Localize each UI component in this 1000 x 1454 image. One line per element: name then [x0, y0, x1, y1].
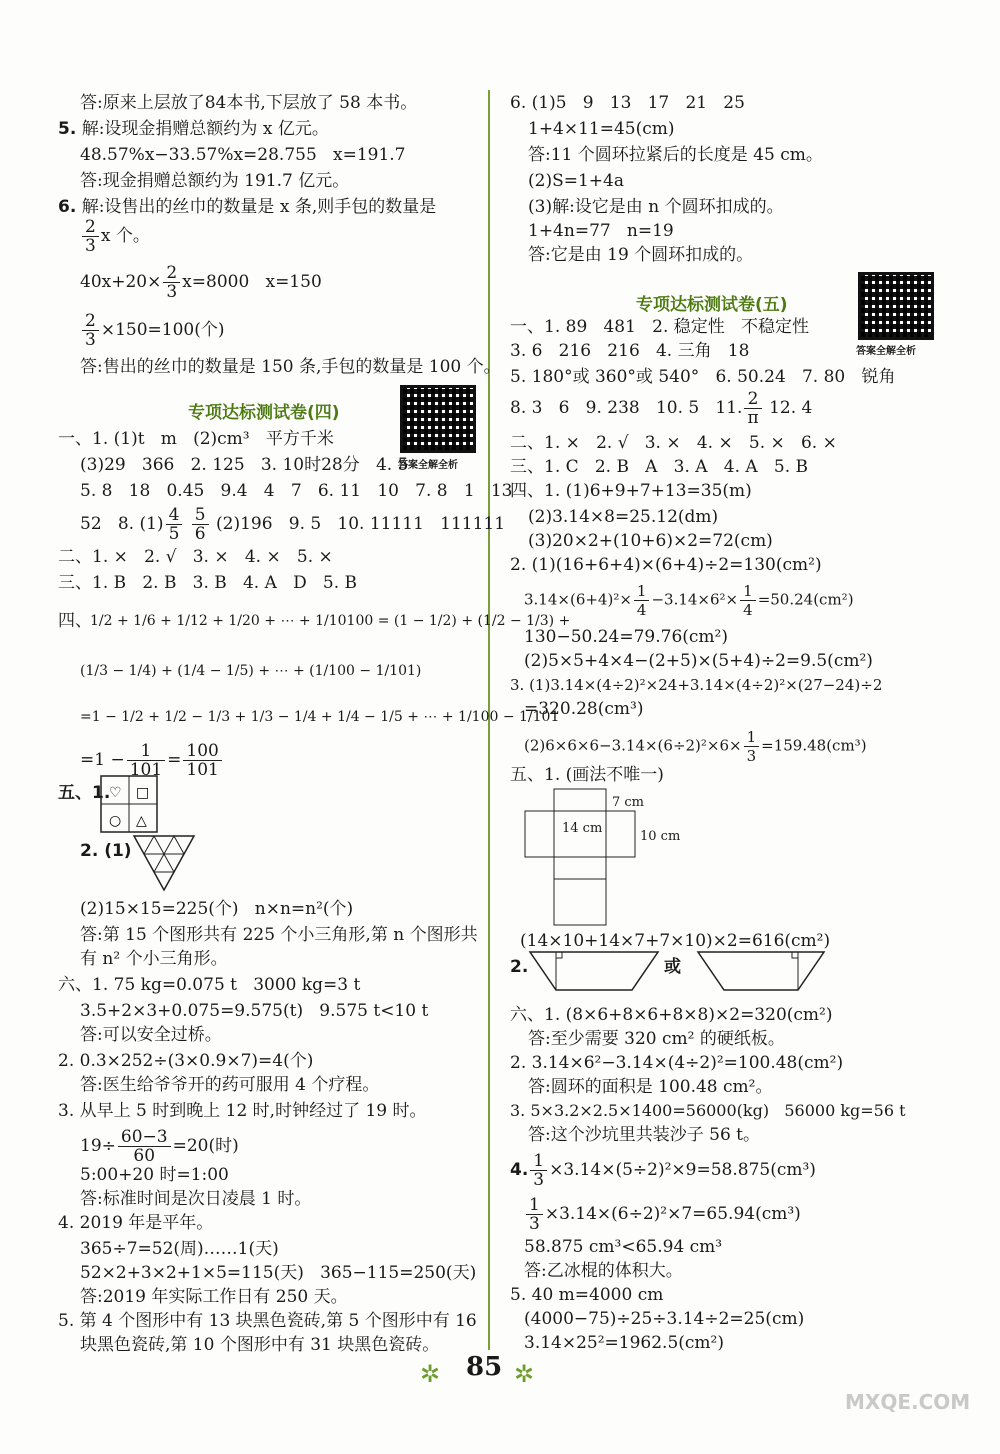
- answer-line: 3. 从早上 5 时到晚上 12 时,时钟经过了 19 时。: [58, 1101, 427, 1121]
- answer-line: $\frac{1}{3}$ ×3.14×(6÷2)²×7=65.94(cm³): [524, 1196, 801, 1233]
- answer-line: (2)3.14×8=25.12(dm): [528, 507, 719, 527]
- answer-line: 8. 3 6 9. 238 10. 5 11. $\frac{2}{\pi}$ 12. 4: [510, 389, 813, 428]
- net-label: 10 cm: [640, 829, 681, 844]
- answer-line: 有 n² 个小三角形。: [80, 949, 228, 969]
- answer-line: 三、1. B 2. B 3. B 4. A D 5. B: [58, 573, 358, 593]
- equation-line: =1 − $\frac{1}{101}$ = $\frac{100}{101}$: [80, 742, 224, 779]
- palm-decoration-icon: ✲: [420, 1360, 441, 1388]
- answer-line: 答:11 个圆环拉紧后的长度是 45 cm。: [528, 145, 823, 165]
- answer-line: 5. 8 18 0.45 9.4 4 7 6. 11 10 7. 8 1 13: [80, 481, 513, 501]
- answer-line: 4. $\frac{1}{3}$ ×3.14×(5÷2)²×9=58.875(cm³): [510, 1151, 816, 1190]
- answer-line: 2. (1): [80, 841, 132, 861]
- net-label: 14 cm: [562, 821, 603, 836]
- cuboid-net: [524, 788, 684, 928]
- answer-line: 四、1. (1)6+9+7+13=35(m): [510, 481, 752, 501]
- answer-line: 2.: [510, 957, 529, 977]
- answer-line: 40x+20× $\frac{2}{3}$ x=8000 x=150: [80, 263, 322, 302]
- answer-line: 答:这个沙坑里共装沙子 56 t。: [528, 1125, 760, 1145]
- answer-line: 答:它是由 19 个圆环扣成的。: [528, 245, 754, 265]
- net-label: 7 cm: [612, 795, 645, 810]
- heart-icon: ♡: [109, 785, 122, 801]
- answer-line: $\frac{2}{3}$ ×150=100(个): [80, 312, 224, 349]
- answer-line: 五、1. (画法不唯一): [510, 765, 664, 785]
- triangle-icon: △: [136, 813, 147, 829]
- answer-line: 3. 6 216 216 4. 三角 18: [510, 341, 750, 361]
- answer-line: 5. 40 m=4000 cm: [510, 1285, 664, 1305]
- answer-line: 2. 0.3×252÷(3×0.9×7)=4(个): [58, 1051, 314, 1071]
- answer-line: 48.57%x−33.57%x=28.755 x=191.7: [80, 145, 406, 165]
- answer-line: 2. (1)(16+6+4)×(6+4)÷2=130(cm²): [510, 555, 822, 575]
- palm-decoration-icon: ✲: [514, 1360, 535, 1388]
- answer-line: 4. 2019 年是平年。: [58, 1213, 214, 1233]
- equation-line: 1/2 + 1/6 + 1/12 + 1/20 + ⋯ + 1/10100 = (1 − 1/2) + (1/2 − 1/3) +: [90, 613, 571, 629]
- circle-icon: ○: [109, 813, 122, 829]
- answer-line: 答:可以安全过桥。: [80, 1025, 222, 1045]
- answer-line: 答:第 15 个图形共有 225 个小三角形,第 n 个图形共: [80, 925, 478, 945]
- answer-line: 答:至少需要 320 cm² 的硬纸板。: [528, 1029, 785, 1049]
- answer-line: (2)6×6×6−3.14×(6÷2)²×6× $\frac{1}{3}$ =159.48(cm³): [524, 728, 867, 765]
- answer-line: 3.14×25²=1962.5(cm²): [524, 1333, 724, 1353]
- answer-line: 一、1. 89 481 2. 稳定性 不稳定性: [510, 317, 809, 337]
- answer-line: 答:圆环的面积是 100.48 cm²。: [528, 1077, 773, 1097]
- answer-line: 三、1. C 2. B A 3. A 4. A 5. B: [510, 457, 808, 477]
- answer-line: 答:2019 年实际工作日有 250 天。: [80, 1287, 348, 1307]
- equation-line: (1/3 − 1/4) + (1/4 − 1/5) + ⋯ + (1/100 − 1/101): [80, 663, 422, 679]
- answer-line: 5. 180°或 360°或 540° 6. 50.24 7. 80 锐角: [510, 367, 896, 387]
- answer-line: 六、1. (8×6+8×6+8×8)×2=320(cm²): [510, 1005, 833, 1025]
- answer-line: (4000−75)÷25÷3.14÷2=25(cm): [524, 1309, 805, 1329]
- answer-line: 3.5+2×3+0.075=9.575(t) 9.575 t<10 t: [80, 1001, 429, 1021]
- answer-line: 3.14×(6+4)²× $\frac{1}{4}$ −3.14×6²× $\frac{1}{4}$ =50.24(cm²): [524, 582, 854, 619]
- answer-line: 答:医生给爷爷开的药可服用 4 个疗程。: [80, 1075, 380, 1095]
- equation-line: =1 − 1/2 + 1/2 − 1/3 + 1/3 − 1/4 + 1/4 − 1/5 + ⋯ + 1/100 − 1/101: [80, 709, 560, 725]
- answer-line: 1+4n=77 n=19: [528, 221, 674, 241]
- answer-line: 答:现金捐赠总额约为 191.7 亿元。: [80, 171, 350, 191]
- answer-line: 6. (1)5 9 13 17 21 25: [510, 93, 745, 113]
- answer-line: 6. 解:设售出的丝巾的数量是 x 条,则手包的数量是: [58, 197, 437, 217]
- answer-line: =320.28(cm³): [524, 699, 644, 719]
- answer-line: 3. 5×3.2×2.5×1400=56000(kg) 56000 kg=56 t: [510, 1101, 906, 1120]
- answer-line: (3)20×2+(10+6)×2=72(cm): [528, 531, 773, 551]
- answer-line: 3. (1)3.14×(4÷2)²×24+3.14×(4÷2)²×(27−24)÷2: [510, 676, 883, 694]
- answer-line: $\frac{2}{3}$ x 个。: [80, 218, 150, 255]
- answer-line: 1+4×11=45(cm): [528, 119, 675, 139]
- shape-grid: [100, 775, 158, 833]
- answer-line: (3)解:设它是由 n 个圆环扣成的。: [528, 197, 784, 217]
- page-number: 85: [466, 1352, 503, 1382]
- answer-line: 答:原来上层放了84本书,下层放了 58 本书。: [80, 93, 418, 113]
- answer-line: 130−50.24=79.76(cm²): [524, 627, 728, 647]
- watermark-text: MXQE.COM: [845, 1390, 971, 1414]
- answer-line: 六、1. 75 kg=0.075 t 3000 kg=3 t: [58, 975, 361, 995]
- answer-line: 答:乙冰棍的体积大。: [524, 1261, 683, 1281]
- answer-line: 52×2+3×2+1×5=115(天) 365−115=250(天): [80, 1263, 477, 1283]
- answer-line: 答:售出的丝巾的数量是 150 条,手包的数量是 100 个。: [80, 357, 501, 377]
- qr-label: 答案全解全析: [856, 346, 916, 357]
- answer-line: 19÷ $\frac{60-3}{60}$ =20(时): [80, 1127, 239, 1166]
- answer-line: (14×10+14×7+7×10)×2=616(cm²): [520, 931, 831, 951]
- or-label: 或: [664, 957, 681, 977]
- section-label: 四、: [58, 611, 92, 631]
- answer-line: 二、1. × 2. √ 3. × 4. × 5. × 6. ×: [510, 433, 837, 453]
- answer-line: 365÷7=52(周)……1(天): [80, 1239, 279, 1259]
- answer-line: 5. 解:设现金捐赠总额约为 x 亿元。: [58, 119, 329, 139]
- section-heading: 专项达标测试卷(四): [188, 403, 340, 423]
- answer-line: 2. 3.14×6²−3.14×(4÷2)²=100.48(cm²): [510, 1053, 844, 1073]
- qr-code[interactable]: [400, 385, 476, 453]
- qr-label: 答案全解全析: [398, 460, 458, 471]
- triangle-figure: [132, 834, 196, 892]
- answer-line: 5. 第 4 个图形中有 13 块黑色瓷砖,第 5 个图形中有 16: [58, 1311, 477, 1331]
- section-label: 五、1.: [58, 783, 111, 803]
- answer-line: 58.875 cm³<65.94 cm³: [524, 1237, 723, 1257]
- section-heading: 专项达标测试卷(五): [636, 295, 788, 315]
- answer-line: (2)5×5+4×4−(2+5)×(5+4)÷2=9.5(cm²): [524, 651, 873, 671]
- answer-line: (3)29 366 2. 125 3. 10时28分 4. 5: [80, 455, 409, 475]
- qr-code[interactable]: [858, 272, 934, 340]
- answer-line: 二、1. × 2. √ 3. × 4. × 5. ×: [58, 547, 333, 567]
- answer-line: 5:00+20 时=1:00: [80, 1165, 229, 1185]
- answer-line: 52 8. (1) $\frac{4}{5}$ $\frac{5}{6}$ (2)196 9. 5 10. 11111 111111: [80, 505, 506, 544]
- answer-line: (2)15×15=225(个) n×n=n²(个): [80, 899, 354, 919]
- answer-line: (2)S=1+4a: [528, 171, 624, 191]
- answer-line: 块黑色瓷砖,第 10 个图形中有 31 块黑色瓷砖。: [80, 1335, 440, 1355]
- answer-line: 一、1. (1)t m (2)cm³ 平方千米: [58, 429, 334, 449]
- answer-line: 答:标准时间是次日凌晨 1 时。: [80, 1189, 312, 1209]
- square-icon: □: [136, 785, 150, 801]
